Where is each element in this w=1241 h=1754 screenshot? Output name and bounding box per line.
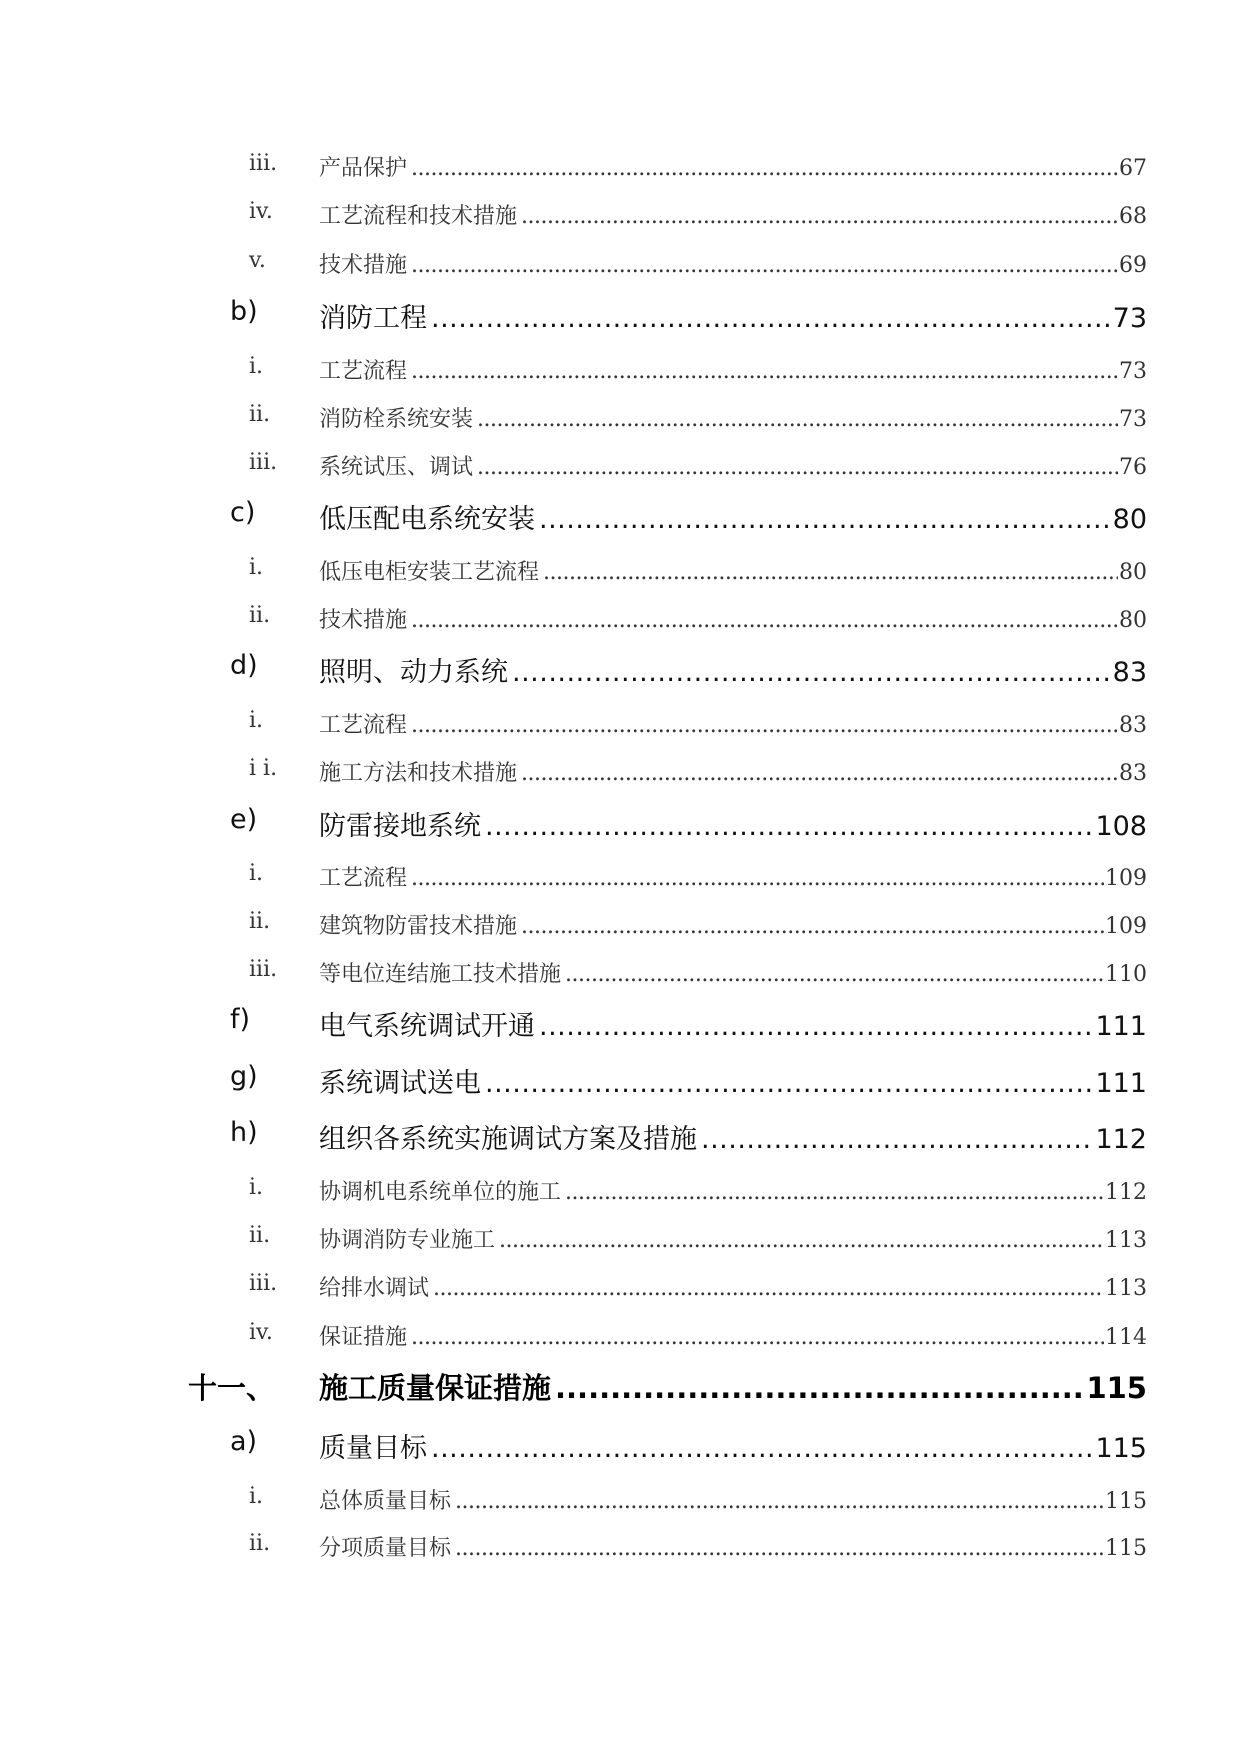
dot-leader <box>485 1068 1094 1099</box>
toc-entry-title: 防雷接地系统 <box>319 811 481 842</box>
toc-entry-line <box>319 861 1147 892</box>
toc-entry-title: 建筑物防雷技术措施 <box>319 914 518 939</box>
dot-leader <box>521 204 1118 229</box>
toc-entry-title: 消防工程 <box>319 303 427 334</box>
toc-entry-title: 系统试压、调试 <box>319 455 474 480</box>
toc-entry-line <box>319 1117 1147 1156</box>
toc-entry-page: 80 <box>1119 608 1147 633</box>
dot-leader <box>411 608 1118 633</box>
toc-entry-line <box>319 1061 1147 1100</box>
toc-entry-number: i. <box>249 1484 264 1509</box>
toc-entry-page: 73 <box>1119 407 1147 432</box>
toc-entry-line <box>319 756 1147 787</box>
toc-entry-line <box>319 603 1147 634</box>
toc-entry-number: b) <box>230 296 258 327</box>
toc-entry-page: 83 <box>1119 761 1147 786</box>
toc-entry-title: 总体质量目标 <box>319 1489 452 1514</box>
dot-leader <box>455 1489 1104 1514</box>
toc-entry-page: 109 <box>1105 866 1147 891</box>
toc-entry-page: 110 <box>1105 962 1147 987</box>
toc-entry-title: 低压配电系统安装 <box>319 504 535 535</box>
toc-entry-page: 67 <box>1119 156 1147 181</box>
toc-entry-title: 技术措施 <box>319 608 408 633</box>
dot-leader <box>411 156 1118 181</box>
toc-entry-number: i. <box>249 555 264 580</box>
toc-entry-title: 工艺流程 <box>319 713 408 738</box>
toc-entry-page: 83 <box>1119 713 1147 738</box>
dot-leader <box>411 359 1118 384</box>
toc-entry-page: 69 <box>1119 253 1147 278</box>
toc-entry-line <box>319 402 1147 433</box>
toc-entry-number: i. <box>249 354 264 379</box>
toc-entry-page: 83 <box>1112 657 1147 688</box>
toc-entry-page: 68 <box>1119 204 1147 229</box>
dot-leader <box>512 657 1112 688</box>
toc-entry-line <box>319 1004 1147 1043</box>
toc-entry-page: 114 <box>1105 1325 1147 1350</box>
toc-entry-number: g) <box>230 1061 258 1092</box>
toc-entry-number: iv. <box>249 199 273 224</box>
toc-entry-page: 108 <box>1095 811 1147 842</box>
toc-entry-title: 工艺流程 <box>319 359 408 384</box>
toc-entry-title: 低压电柜安装工艺流程 <box>319 560 540 585</box>
toc-entry-title: 等电位连结施工技术措施 <box>319 962 562 987</box>
toc-entry-line <box>319 497 1147 536</box>
toc-entry-title: 协调机电系统单位的施工 <box>319 1180 562 1205</box>
dot-leader <box>411 253 1118 278</box>
toc-entry-title: 工艺流程和技术措施 <box>319 204 518 229</box>
dot-leader <box>477 407 1118 432</box>
toc-entry-number: iii. <box>249 151 278 176</box>
toc-entry-title: 施工质量保证措施 <box>319 1371 552 1405</box>
toc-entry-title: 组织各系统实施调试方案及措施 <box>319 1124 697 1155</box>
dot-leader <box>539 1011 1094 1042</box>
toc-entry-page: 113 <box>1105 1276 1147 1301</box>
toc-entry-line <box>319 199 1147 230</box>
toc-entry-line <box>319 296 1147 335</box>
toc-entry-number: iv. <box>249 1320 273 1345</box>
toc-entry-title: 电气系统调试开通 <box>319 1011 535 1042</box>
dot-leader <box>477 455 1118 480</box>
dot-leader <box>431 303 1112 334</box>
dot-leader <box>565 1180 1104 1205</box>
dot-leader <box>701 1124 1094 1155</box>
toc-entry-line <box>319 354 1147 385</box>
toc-entry-number: iii. <box>249 1271 278 1296</box>
toc-entry-line <box>319 1484 1147 1515</box>
toc-entry-page: 115 <box>1105 1489 1147 1514</box>
toc-entry-title: 施工方法和技术措施 <box>319 761 518 786</box>
toc-entry-line <box>319 248 1147 279</box>
toc-entry-line <box>319 1531 1147 1562</box>
toc-entry-title: 协调消防专业施工 <box>319 1228 496 1253</box>
toc-entry-page: 73 <box>1112 303 1147 334</box>
toc-entry-title: 技术措施 <box>319 253 408 278</box>
toc-entry-number: ii. <box>249 1223 271 1248</box>
toc-entry-number: ii. <box>249 603 271 628</box>
toc-entry-line <box>319 708 1147 739</box>
toc-entry-number: v. <box>249 248 266 273</box>
dot-leader <box>555 1371 1085 1405</box>
dot-leader <box>521 761 1118 786</box>
toc-entry-page: 113 <box>1105 1228 1147 1253</box>
toc-entry-line <box>319 1271 1147 1302</box>
toc-entry-number: i. <box>249 1175 264 1200</box>
toc-entry-number: i. <box>249 861 264 886</box>
toc-entry-page: 115 <box>1105 1536 1147 1561</box>
dot-leader <box>565 962 1104 987</box>
toc-entry-title: 系统调试送电 <box>319 1068 481 1099</box>
toc-entry-page: 76 <box>1119 455 1147 480</box>
toc-entry-number: a) <box>230 1426 258 1457</box>
toc-entry-number: ii. <box>249 909 271 934</box>
toc-entry-page: 109 <box>1105 914 1147 939</box>
dot-leader <box>411 1325 1104 1350</box>
toc-entry-page: 73 <box>1119 359 1147 384</box>
toc-entry-page: 111 <box>1095 1011 1147 1042</box>
dot-leader <box>539 504 1112 535</box>
toc-entry-number: h) <box>230 1117 258 1148</box>
dot-leader <box>411 866 1104 891</box>
dot-leader <box>521 914 1104 939</box>
dot-leader <box>455 1536 1104 1561</box>
toc-entry-page: 111 <box>1095 1068 1147 1099</box>
toc-entry-title: 给排水调试 <box>319 1276 430 1301</box>
toc-entry-line <box>319 909 1147 940</box>
toc-entry-line <box>319 1366 1147 1407</box>
toc-entry-line <box>319 804 1147 843</box>
toc-entry-number: d) <box>230 650 258 681</box>
toc-entry-title: 分项质量目标 <box>319 1536 452 1561</box>
dot-leader <box>499 1228 1104 1253</box>
dot-leader <box>543 560 1118 585</box>
dot-leader <box>433 1276 1104 1301</box>
toc-entry-line <box>319 957 1147 988</box>
dot-leader <box>485 811 1094 842</box>
toc-entry-number: e) <box>230 804 258 835</box>
toc-entry-title: 工艺流程 <box>319 866 408 891</box>
toc-entry-number: f) <box>230 1004 251 1035</box>
toc-entry-number: i i. <box>249 756 278 781</box>
toc-entry-line <box>319 555 1147 586</box>
dot-leader <box>431 1433 1094 1464</box>
toc-entry-number: iii. <box>249 450 278 475</box>
toc-entry-line <box>319 1223 1147 1254</box>
toc-entry-page: 112 <box>1095 1124 1147 1155</box>
toc-entry-line <box>319 1320 1147 1351</box>
toc-entry-line <box>319 450 1147 481</box>
toc-entry-number: iii. <box>249 957 278 982</box>
toc-entry-number: 十一、 <box>188 1371 276 1405</box>
toc-entry-page: 115 <box>1086 1371 1147 1405</box>
toc-entry-number: c) <box>230 497 256 528</box>
toc-entry-line <box>319 1426 1147 1465</box>
toc-entry-number: i. <box>249 708 264 733</box>
toc-entry-line <box>319 650 1147 689</box>
toc-entry-line <box>319 151 1147 182</box>
toc-entry-page: 80 <box>1112 504 1147 535</box>
toc-entry-page: 115 <box>1095 1433 1147 1464</box>
toc-entry-title: 消防栓系统安装 <box>319 407 474 432</box>
dot-leader <box>411 713 1118 738</box>
toc-entry-title: 保证措施 <box>319 1325 408 1350</box>
toc-entry-page: 80 <box>1119 560 1147 585</box>
toc-entry-page: 112 <box>1105 1180 1147 1205</box>
toc-entry-title: 照明、动力系统 <box>319 657 508 688</box>
toc-entry-line <box>319 1175 1147 1206</box>
toc-entry-number: ii. <box>249 1531 271 1556</box>
toc-entry-title: 质量目标 <box>319 1433 427 1464</box>
toc-entry-title: 产品保护 <box>319 156 408 181</box>
toc-entry-number: ii. <box>249 402 271 427</box>
